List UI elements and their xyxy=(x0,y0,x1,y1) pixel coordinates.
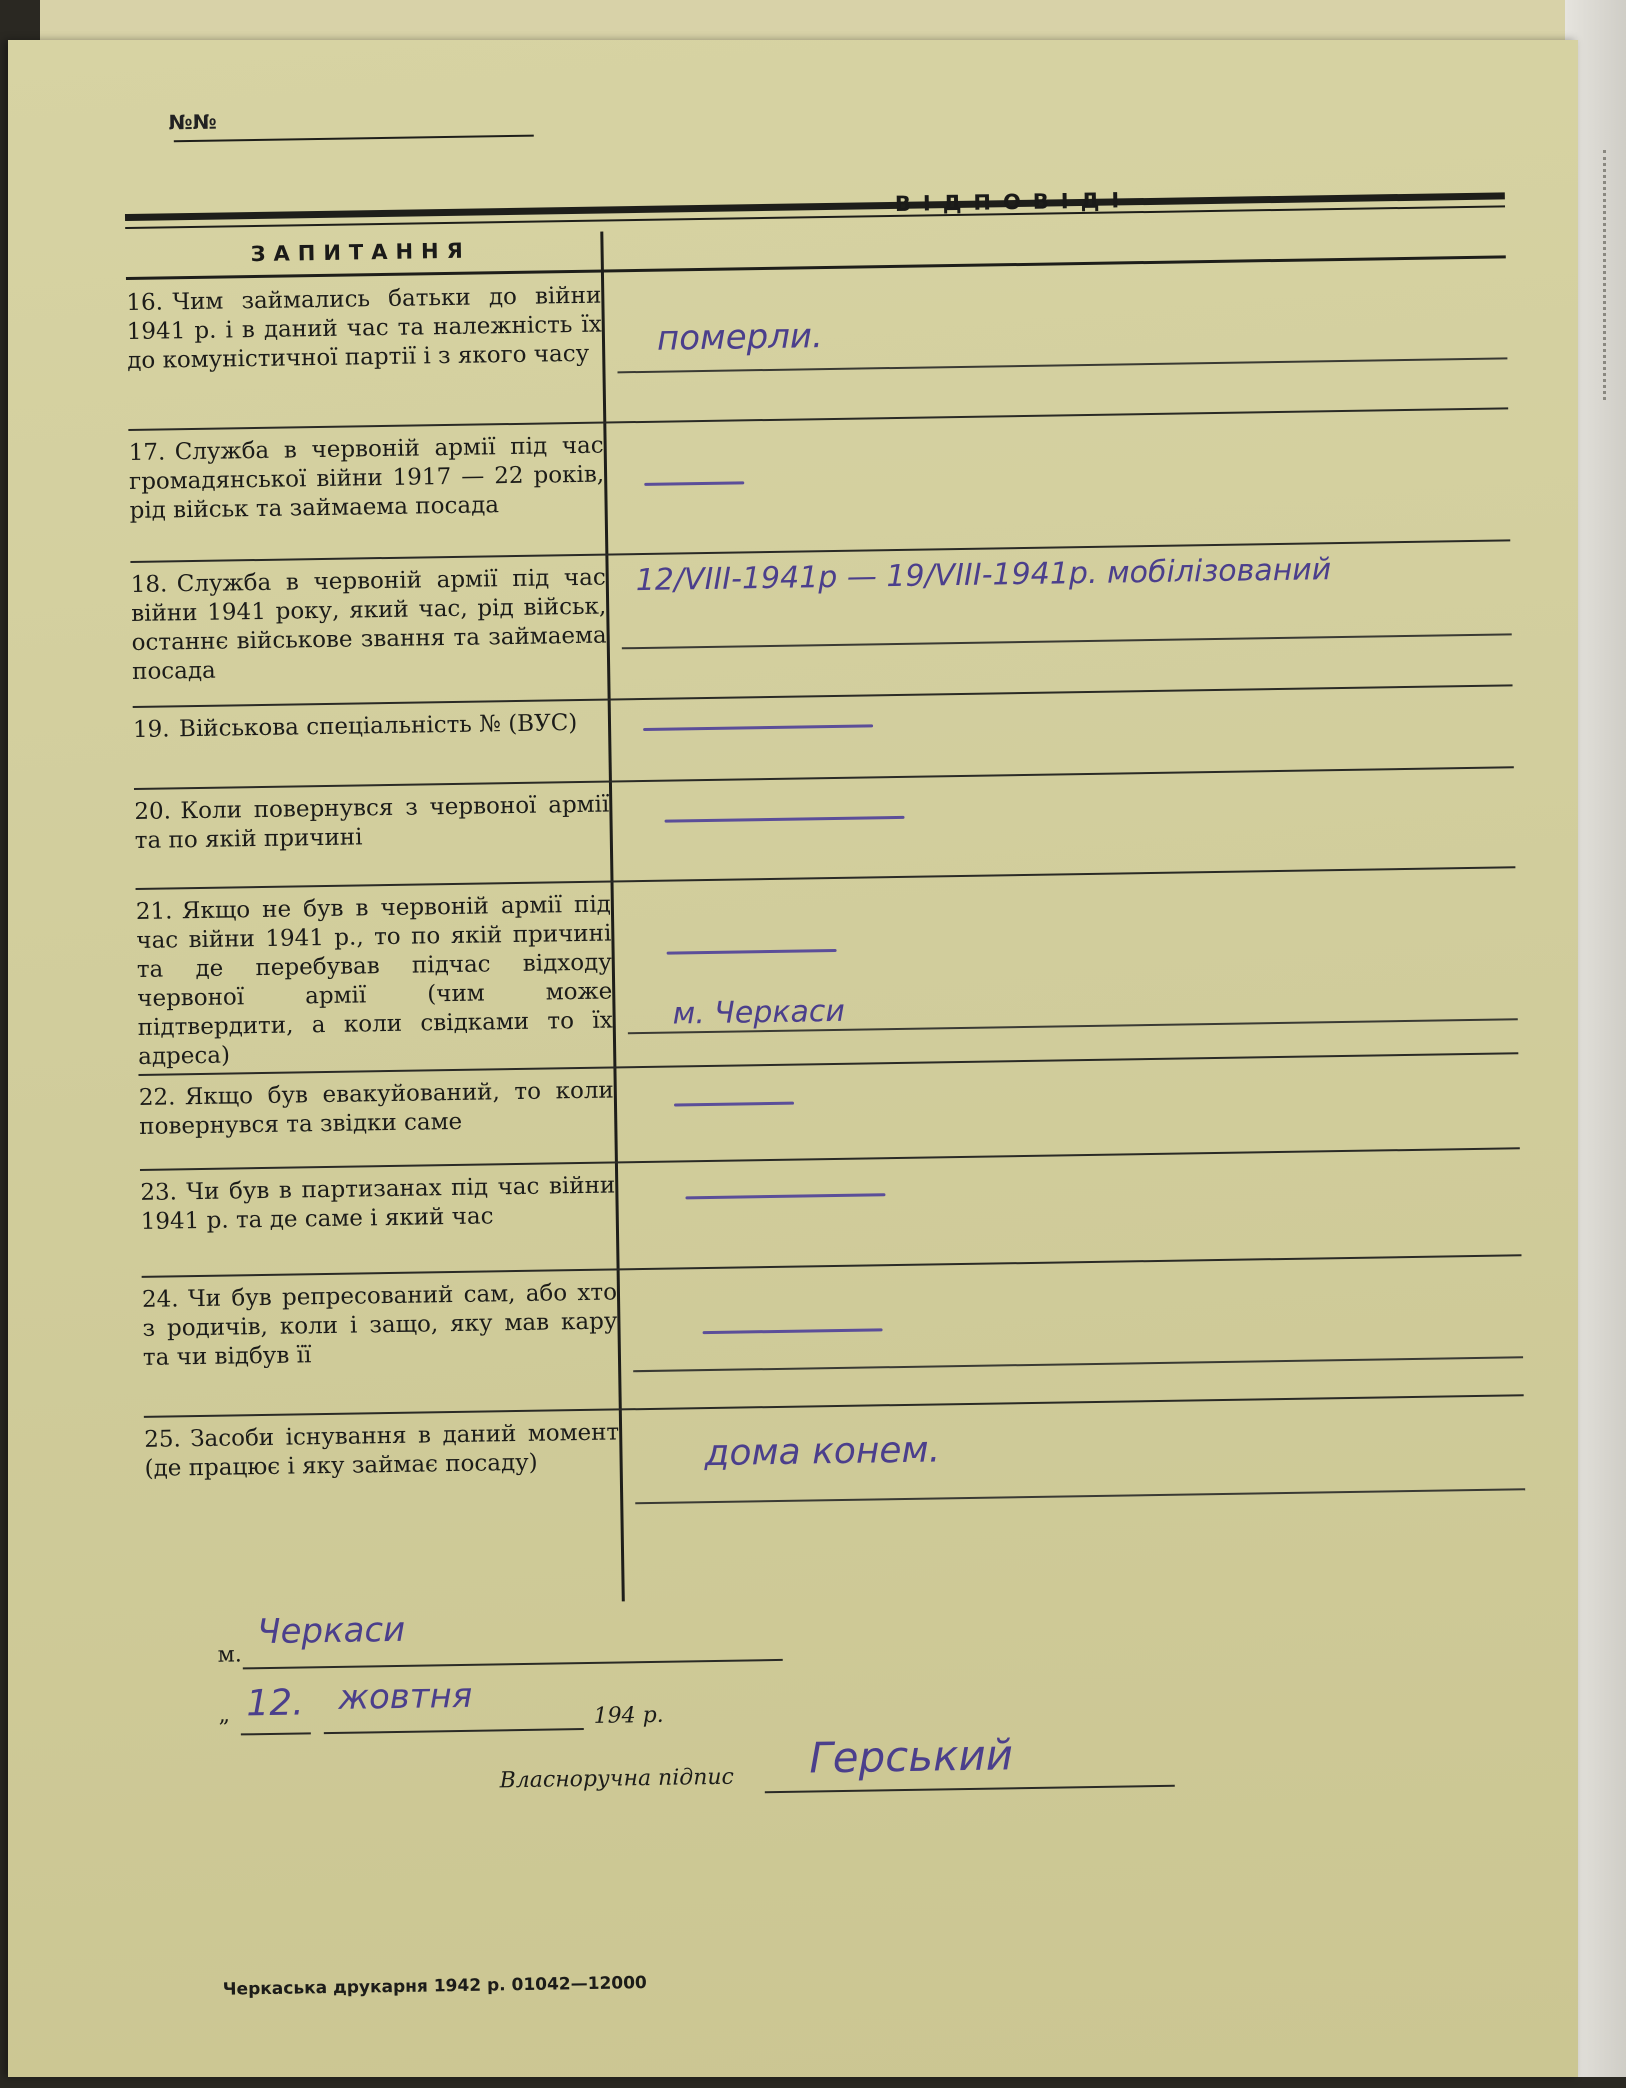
questions-heading: ЗАПИТАННЯ xyxy=(250,238,471,267)
answer-handwritten: 12/VIII-1941р — 19/VIII-1941р. мобілізований xyxy=(635,552,1332,599)
signature-label: Власноручна підпис xyxy=(499,1764,735,1794)
form-row-21 xyxy=(136,868,1519,1076)
question-number: 18. xyxy=(130,571,168,599)
answer-line xyxy=(622,633,1512,648)
answer-line xyxy=(617,357,1507,372)
question-text xyxy=(126,282,602,376)
question-text xyxy=(133,709,608,745)
city-prefix: м. xyxy=(217,1642,242,1668)
date-month-handwritten: жовтня xyxy=(337,1675,473,1718)
question-text xyxy=(134,791,610,856)
form-row-16 xyxy=(126,259,1508,431)
answer-line xyxy=(633,1356,1523,1371)
question-label: Засоби існування в даний момент (де працює і яку займає посаду) xyxy=(144,1419,620,1482)
question-label: Якщо не був в червоній армії під час війни 1941 р., то по якій причині та де перебував підчас відходу червоної армії (чим може підтвердити, а коли свідками то їх адреса) xyxy=(136,891,613,1070)
answer-line xyxy=(635,1488,1525,1503)
question-label: Військова спеціальність № (ВУС) xyxy=(178,710,578,743)
date-month-fill-line xyxy=(324,1728,584,1734)
form-row-17 xyxy=(128,409,1510,563)
answer-dash xyxy=(643,724,873,731)
form-row-24 xyxy=(142,1256,1524,1418)
question-label: Чим займались батьки до війни 1941 р. і в даний час та належність їх до комуністичної партії і з якого часу xyxy=(126,282,602,375)
perforation xyxy=(1603,150,1612,400)
number-mark: №№ xyxy=(168,109,217,135)
question-label: Служба в червоній армії під час громадянської війни 1917 — 22 років, рід військ та займаема посада xyxy=(128,432,605,525)
question-text xyxy=(144,1418,620,1483)
question-text xyxy=(131,564,608,687)
answer-dash xyxy=(644,481,744,486)
form-page xyxy=(8,40,1578,2077)
date-open-quote: „ xyxy=(218,1702,231,1728)
answer-dash xyxy=(685,1193,885,1199)
city-fill-line xyxy=(243,1659,783,1669)
city-handwritten: Черкаси xyxy=(256,1609,406,1653)
signature-handwritten: Герський xyxy=(808,1730,1014,1783)
question-number: 24. xyxy=(141,1286,179,1313)
signature-fill-line xyxy=(765,1785,1175,1793)
top-rule-left xyxy=(174,135,534,143)
city-field xyxy=(217,1642,241,1667)
answer-handwritten: померли. xyxy=(656,316,824,359)
form-content xyxy=(0,26,1594,2087)
question-text xyxy=(128,432,604,526)
answer-dash xyxy=(665,816,905,823)
question-label: Коли повернувся з червоної армії та по якій причині xyxy=(134,791,610,854)
question-label: Служба в червоній армії під час війни 1941 року, який час, рід військ, останнє військове звання та займаема посада xyxy=(131,564,607,685)
form-row-18 xyxy=(130,541,1512,708)
answer-handwritten: дома конем. xyxy=(704,1429,941,1475)
question-number: 19. xyxy=(132,716,170,743)
question-number: 25. xyxy=(144,1426,181,1453)
answer-dash xyxy=(667,949,837,955)
question-number: 20. xyxy=(134,798,172,825)
form-row-25 xyxy=(144,1396,1526,1538)
answer-handwritten: м. Черкаси xyxy=(672,993,846,1032)
date-field xyxy=(218,1703,230,1728)
printer-imprint: Черкаська друкарня 1942 р. 01042—12000 xyxy=(222,1973,647,2000)
question-number: 16. xyxy=(126,289,164,317)
question-label: Якщо був евакуйований, то коли повернувся та звідки саме xyxy=(139,1077,614,1140)
answers-heading: ВІДПОВІДІ xyxy=(894,188,1132,216)
answer-dash xyxy=(703,1328,883,1334)
question-number: 17. xyxy=(128,439,166,467)
date-year-label: 194 р. xyxy=(593,1702,664,1729)
question-text xyxy=(140,1171,616,1236)
question-text xyxy=(139,1076,615,1141)
question-text xyxy=(136,891,614,1072)
answer-dash xyxy=(674,1102,794,1107)
question-number: 21. xyxy=(135,898,173,925)
question-label: Чи був в партизанах під час війни 1941 р. та де саме і який час xyxy=(140,1172,616,1235)
question-text xyxy=(142,1278,618,1372)
question-number: 22. xyxy=(138,1084,176,1111)
question-label: Чи був репресований сам, або хто з родичів, коли і защо, яку мав кару та чи відбув її xyxy=(142,1279,618,1371)
question-number: 23. xyxy=(140,1179,178,1206)
date-day-fill-line xyxy=(241,1732,311,1735)
date-day-handwritten: 12. xyxy=(246,1682,304,1725)
